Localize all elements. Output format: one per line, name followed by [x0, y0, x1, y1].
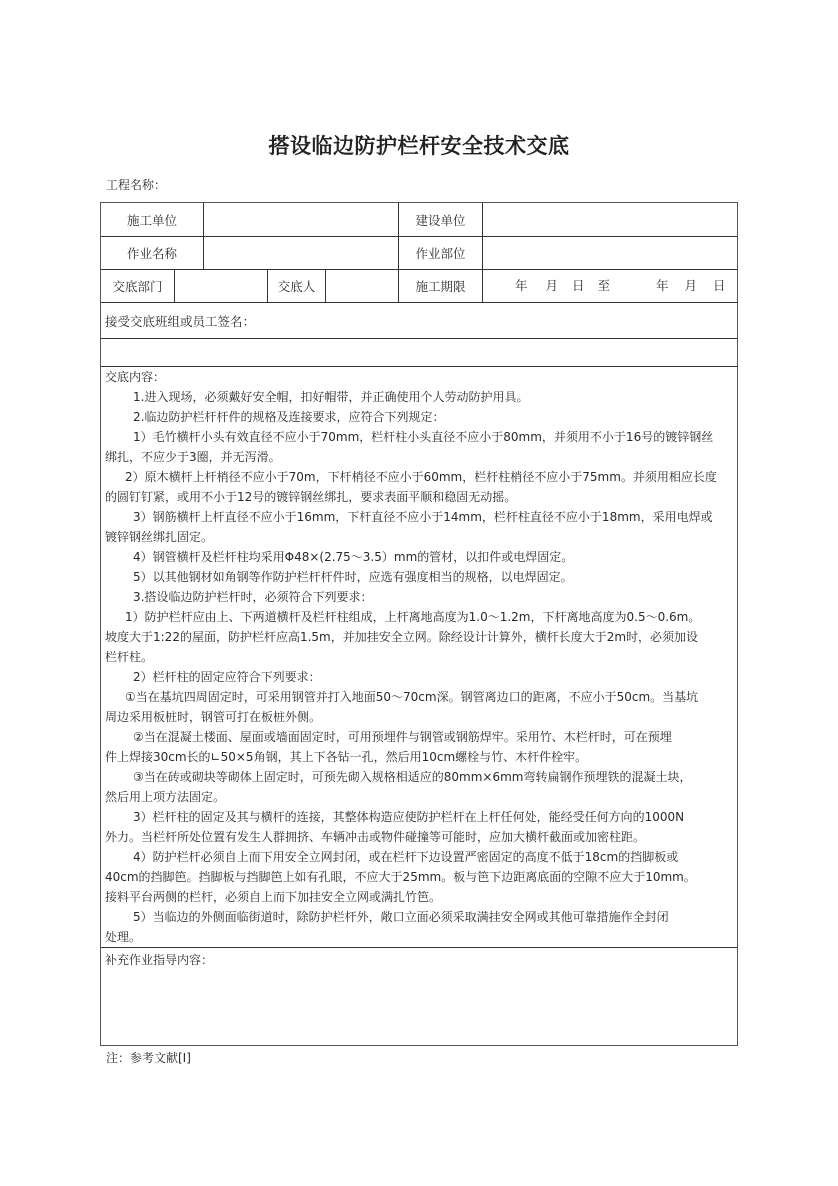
client-unit-field[interactable] — [483, 203, 737, 236]
content-line: 1）防护栏杆应由上、下两道横杆及栏杆柱组成，上杆离地高度为1.0～1.2m，下杆离地高度为0.5～0.6m。 — [125, 610, 701, 624]
document-title: 搭设临边防护栏杆安全技术交底 — [268, 134, 570, 158]
construction-unit-field[interactable] — [204, 203, 398, 236]
period-to: 至 — [597, 278, 611, 293]
period-end-month: 月 — [684, 278, 698, 293]
content-line: 2.临边防护栏杆杆件的规格及连接要求，应符合下列规定： — [133, 410, 445, 424]
content-line: 接料平台两侧的栏杆，必须自上而下加挂安全立网或满扎竹笆。 — [105, 890, 442, 904]
period-end-year: 年 — [656, 278, 669, 293]
briefing-form-table — [100, 202, 738, 1046]
content-line: 绑扎，不应少于3圈，并无泻滑。 — [105, 450, 281, 464]
period-end-day: 日 — [713, 278, 726, 293]
content-line: 3）栏杆柱的固定及其与横杆的连接，其整体构造应使防护栏杆在上杆任何处，能经受任何方向的1000N — [133, 810, 685, 824]
reference-note: 注：参考文献[Ⅰ] — [106, 1051, 191, 1065]
briefing-content — [105, 367, 735, 947]
content-line: 栏杆柱。 — [105, 650, 154, 664]
content-line: 40cm的挡脚笆。挡脚板与挡脚笆上如有孔眼，不应大于25mm。板与笆下边距离底面的空隙不应大于10mm。 — [105, 870, 696, 884]
content-line: 1）毛竹横杆小头有效直径不应小于70mm，栏杆柱小头直径不应小于80mm，并须用不小于16号的镀锌钢丝 — [133, 430, 714, 444]
content-label: 交底内容： — [105, 370, 166, 384]
briefer-label: 交底人 — [277, 279, 316, 294]
period-end — [656, 270, 726, 302]
content-line: 5）以其他钢材如角钢等作防护栏杆杆件时，应选有强度相当的规格，以电焊固定。 — [133, 570, 573, 584]
content-line: ②当在混凝土楼面、屋面或墙面固定时，可用预埋件与钢管或钢筋焊牢。采用竹、木栏杆时，可在预埋 — [133, 730, 672, 744]
period-start-month: 月 — [545, 278, 559, 293]
supplement-label: 补充作业指导内容： — [105, 953, 214, 967]
content-line: 处理。 — [105, 930, 142, 944]
content-line: ①当在基坑四周固定时，可采用钢管并打入地面50～70cm深。钢管离边口的距离，不应小于50cm。当基坑 — [125, 690, 699, 704]
work-name-label: 作业名称 — [126, 246, 177, 261]
content-line: 1.进入现场，必须戴好安全帽，扣好帽带，并正确使用个人劳动防护用具。 — [133, 390, 529, 404]
content-line: 2）栏杆柱的固定应符合下列要求： — [133, 670, 321, 684]
content-line: 的圆钉钉紧，或用不小于12号的镀锌钢丝绑扎，要求表面平顺和稳固无动摇。 — [105, 490, 517, 504]
content-line: 2）原木横杆上杆梢径不应小于70m，下杆梢径不应小于60mm，栏杆柱梢径不应小于75mm。并须用相应长度 — [125, 470, 717, 484]
work-name-field[interactable] — [204, 237, 398, 269]
briefing-dept-field[interactable] — [175, 270, 267, 302]
project-name-label: 工程名称： — [106, 178, 167, 192]
content-line: 4）防护栏杆必须自上而下用安全立网封闭，或在栏杆下边设置严密固定的高度不低于18cm的挡脚板或 — [133, 850, 679, 864]
briefer-field[interactable] — [326, 270, 398, 302]
content-line: 周边采用板桩时，钢管可打在板桩外侧。 — [105, 710, 322, 724]
content-line: 坡度大于1:22的屋面，防护栏杆应高1.5m，并加挂安全立网。除经设计计算外，横杆长度大于2m时，必须加设 — [105, 630, 699, 644]
work-location-label: 作业部位 — [415, 246, 466, 261]
period-start-year: 年 — [515, 278, 528, 293]
client-unit-label: 建设单位 — [415, 212, 466, 228]
content-line: 然后用上项方法固定。 — [105, 790, 226, 804]
signature-label: 接受交底班组或员工签名： — [105, 313, 256, 329]
briefing-dept-label: 交底部门 — [112, 279, 163, 294]
content-line: 4）钢管横杆及栏杆柱均采用Φ48×(2.75～3.5）mm的管材，以扣件或电焊固定。 — [133, 550, 574, 564]
signature-field[interactable] — [101, 339, 737, 366]
period-field[interactable] — [483, 270, 737, 302]
content-line: 外力。当栏杆所处位置有发生人群拥挤、车辆冲击或物件碰撞等可能时，应加大横杆截面或加密柱距。 — [105, 830, 646, 844]
row-divider — [101, 947, 737, 948]
content-line: 镀锌钢丝绑扎固定。 — [105, 530, 214, 544]
construction-unit-label: 施工单位 — [126, 212, 177, 228]
content-line: 3）钢筋横杆上杆直径不应小于16mm，下杆直径不应小于14mm，栏杆柱直径不应小于18mm，采用电焊或 — [133, 510, 713, 524]
period-start-day: 日 — [572, 278, 585, 293]
period-start — [515, 270, 610, 302]
work-location-field[interactable] — [483, 237, 737, 269]
content-line: ③当在砖或砌块等砌体上固定时，可预先砌入规格相适应的80mm×6mm弯转扁钢作预埋铁的混凝土块， — [133, 770, 692, 784]
period-label: 施工期限 — [415, 279, 466, 294]
content-line: 5）当临边的外侧面临街道时，除防护栏杆外，敞口立面必须采取满挂安全网或其他可靠措施作全封闭 — [133, 910, 669, 924]
content-line: 3.搭设临边防护栏杆时，必须符合下列要求： — [133, 590, 373, 604]
content-line: 件上焊接30cm长的∟50×5角钢，其上下各钻一孔，然后用10cm螺栓与竹、木杆件栓牢。 — [105, 750, 588, 764]
